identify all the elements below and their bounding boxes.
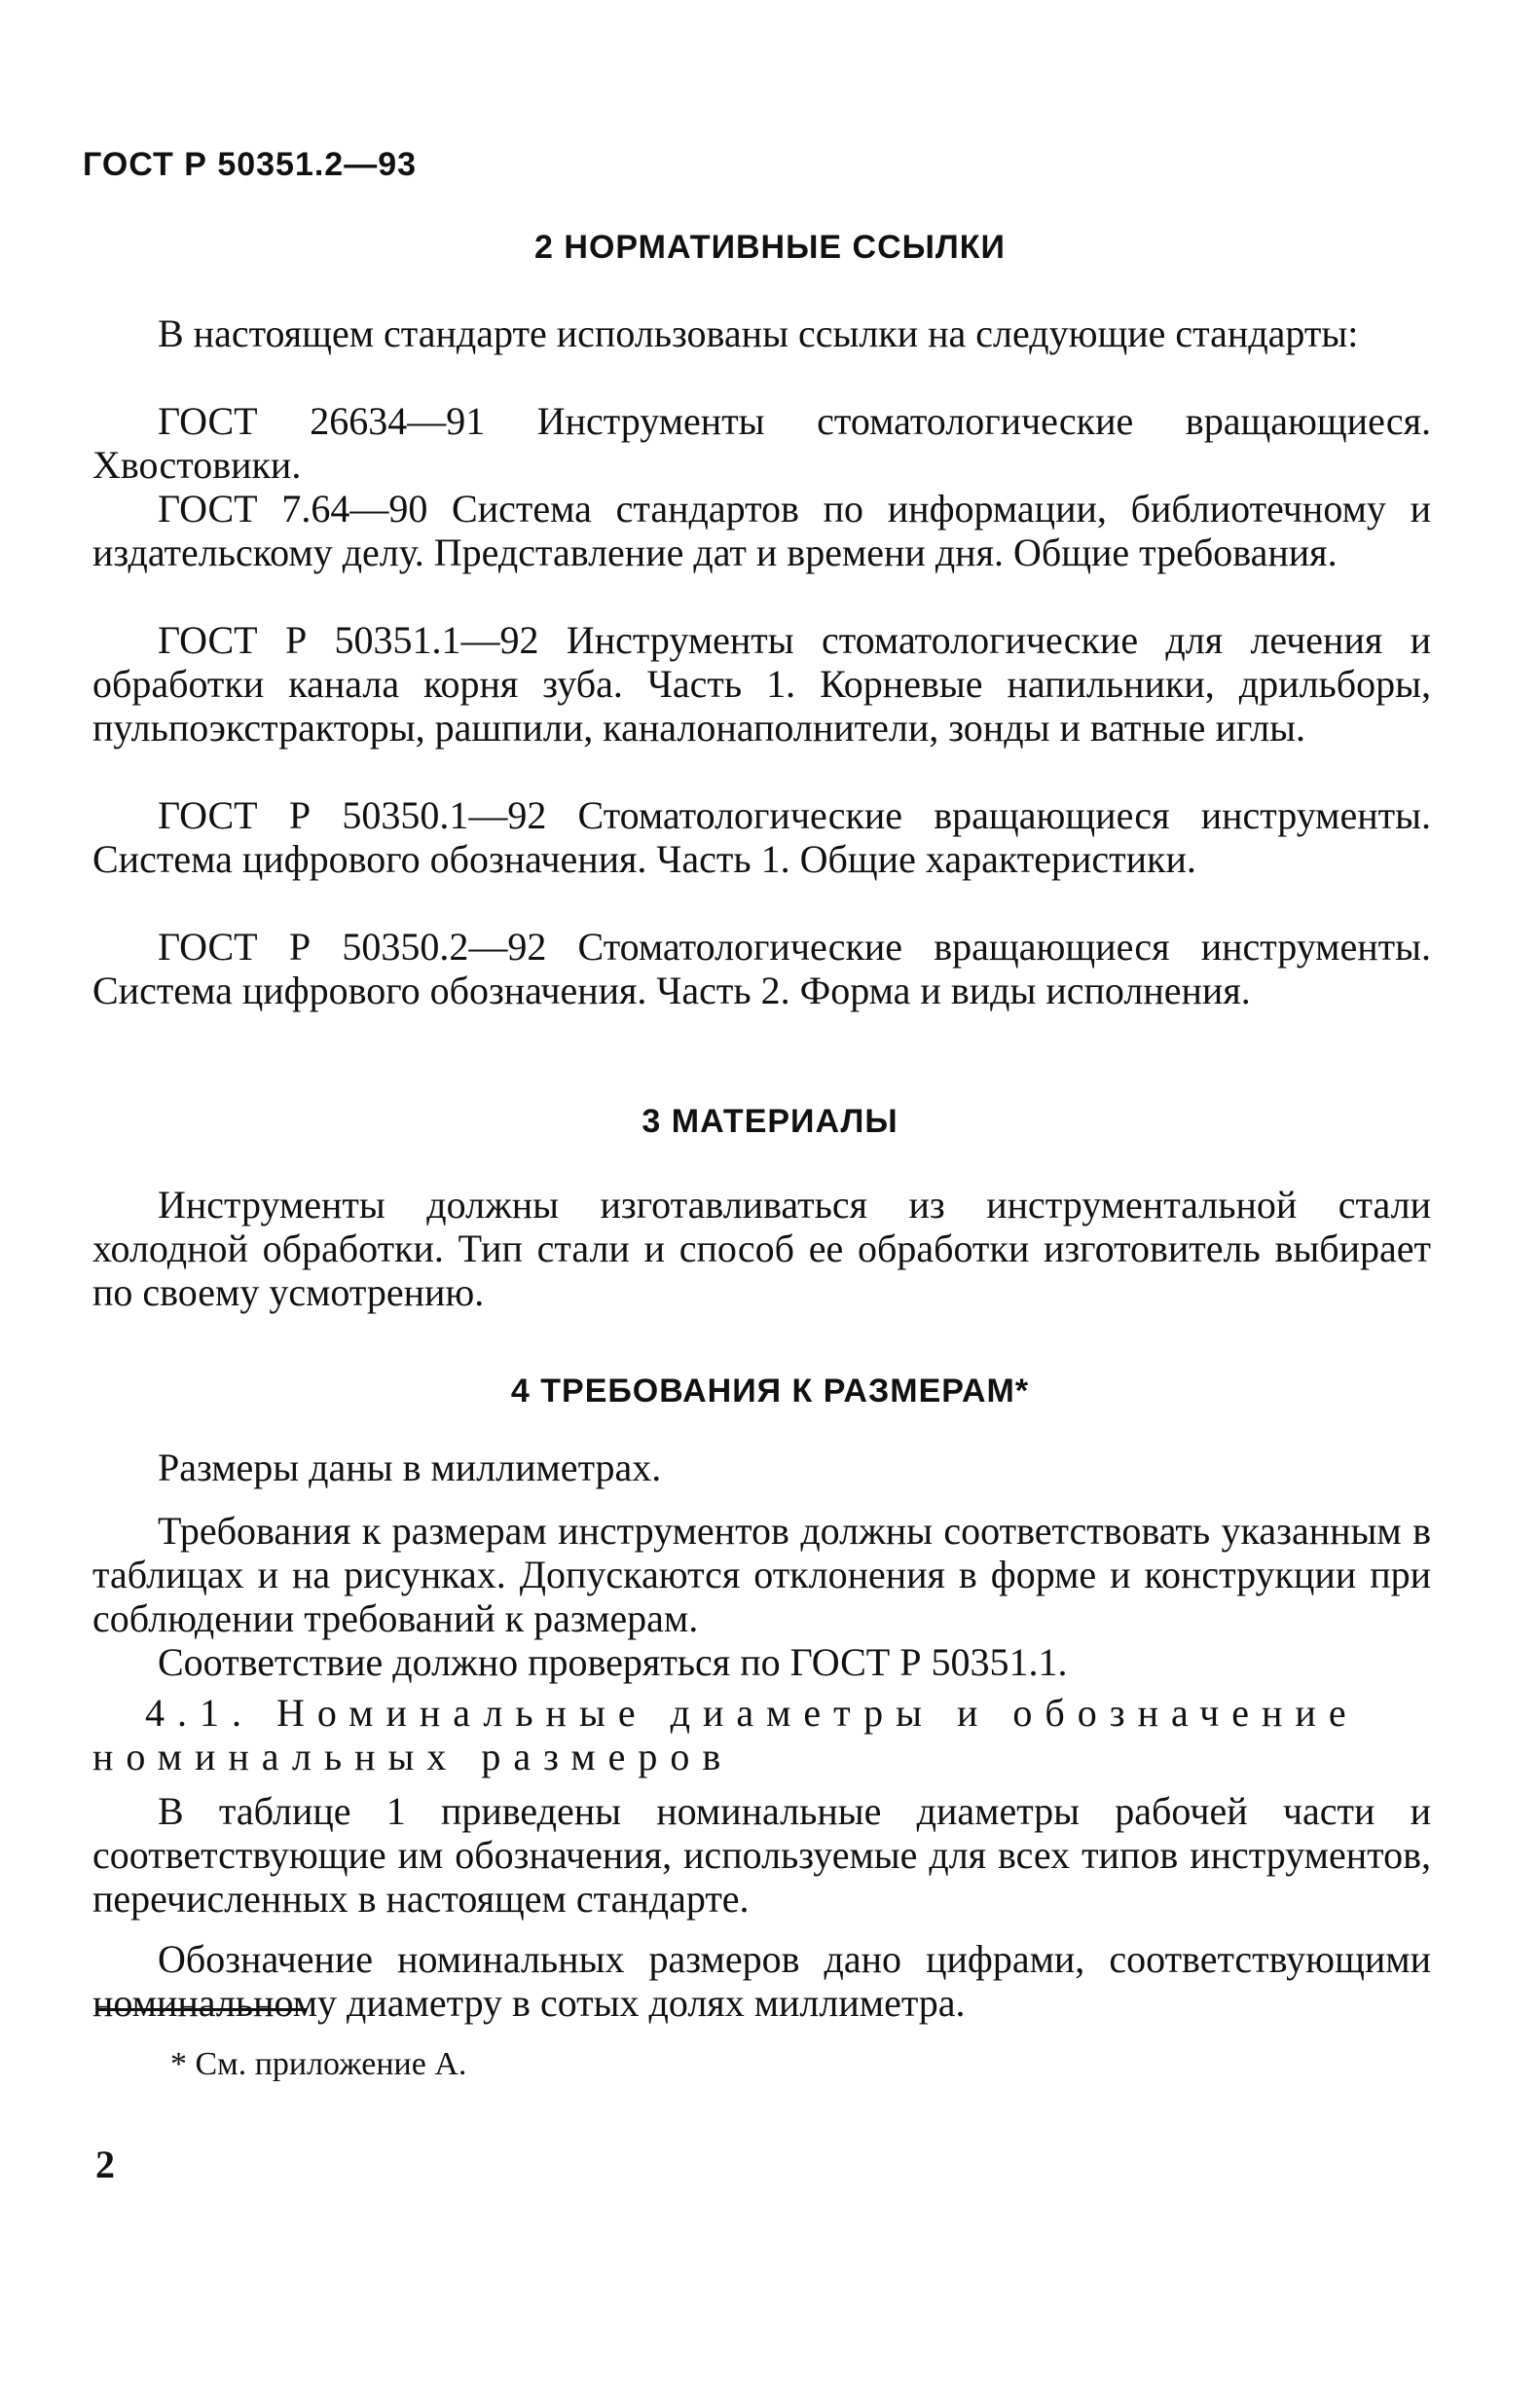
section-3-text: Инструменты должны изготавливаться из инструментальной стали холодной обработки. Тип стали и способ ее обработки изготовитель выбирает по своему усмотрению.: [92, 1183, 1431, 1314]
page-number: 2: [95, 2143, 115, 2186]
reference-item: ГОСТ Р 50350.2—92 Стоматологические вращающиеся инструменты. Система цифрового обозначения. Часть 2. Форма и виды исполнения.: [92, 925, 1431, 1012]
section-4-paragraph: В таблице 1 приведены номинальные диаметры рабочей части и соответствующие им обозначения, используемые для всех типов инструментов, перечисленных в настоящем стандарте.: [92, 1789, 1431, 1921]
reference-item: ГОСТ 26634—91 Инструменты стоматологические вращающиеся. Хвостовики.: [92, 399, 1431, 487]
reference-item: ГОСТ Р 50350.1—92 Стоматологические вращающиеся инструменты. Система цифрового обозначения. Часть 1. Общие характеристики.: [92, 793, 1431, 881]
section-3-heading: 3 МАТЕРИАЛЫ: [642, 1103, 898, 1140]
section-2-heading: 2 НОРМАТИВНЫЕ ССЫЛКИ: [534, 229, 1006, 266]
section-2-intro: В настоящем стандарте использованы ссылки на следующие стандарты:: [158, 311, 1359, 355]
subsection-4-1-title: 4.1. Номинальные диаметры и обозначение номинальных размеров: [92, 1691, 1359, 1778]
section-4-paragraph: Соответствие должно проверяться по ГОСТ Р 50351.1.: [158, 1640, 1068, 1684]
section-4-paragraph: Размеры даны в миллиметрах.: [158, 1446, 662, 1489]
document-code: ГОСТ Р 50351.2—93: [83, 146, 418, 183]
footnote-divider: [97, 2008, 307, 2011]
reference-item: ГОСТ 7.64—90 Система стандартов по информации, библиотечному и издательскому делу. Представление дат и времени дня. Общие требования.: [92, 487, 1431, 574]
section-4-heading: 4 ТРЕБОВАНИЯ К РАЗМЕРАМ*: [510, 1373, 1030, 1410]
section-4-paragraph: Обозначение номинальных размеров дано цифрами, соответствующими номинальному диаметру в сотых долях миллиметра.: [92, 1937, 1431, 2025]
reference-item: ГОСТ Р 50351.1—92 Инструменты стоматологические для лечения и обработки канала корня зуба. Часть 1. Корневые напильники, дрильборы, пульпоэкстракторы, рашпили, каналонаполнители, зонды и ватные иглы.: [92, 618, 1431, 750]
section-4-paragraph: Требования к размерам инструментов должны соответствовать указанным в таблицах и на рисунках. Допускаются отклонения в форме и конструкции при соблюдении требований к размерам.: [92, 1509, 1431, 1640]
footnote: * См. приложение А.: [170, 2046, 467, 2082]
